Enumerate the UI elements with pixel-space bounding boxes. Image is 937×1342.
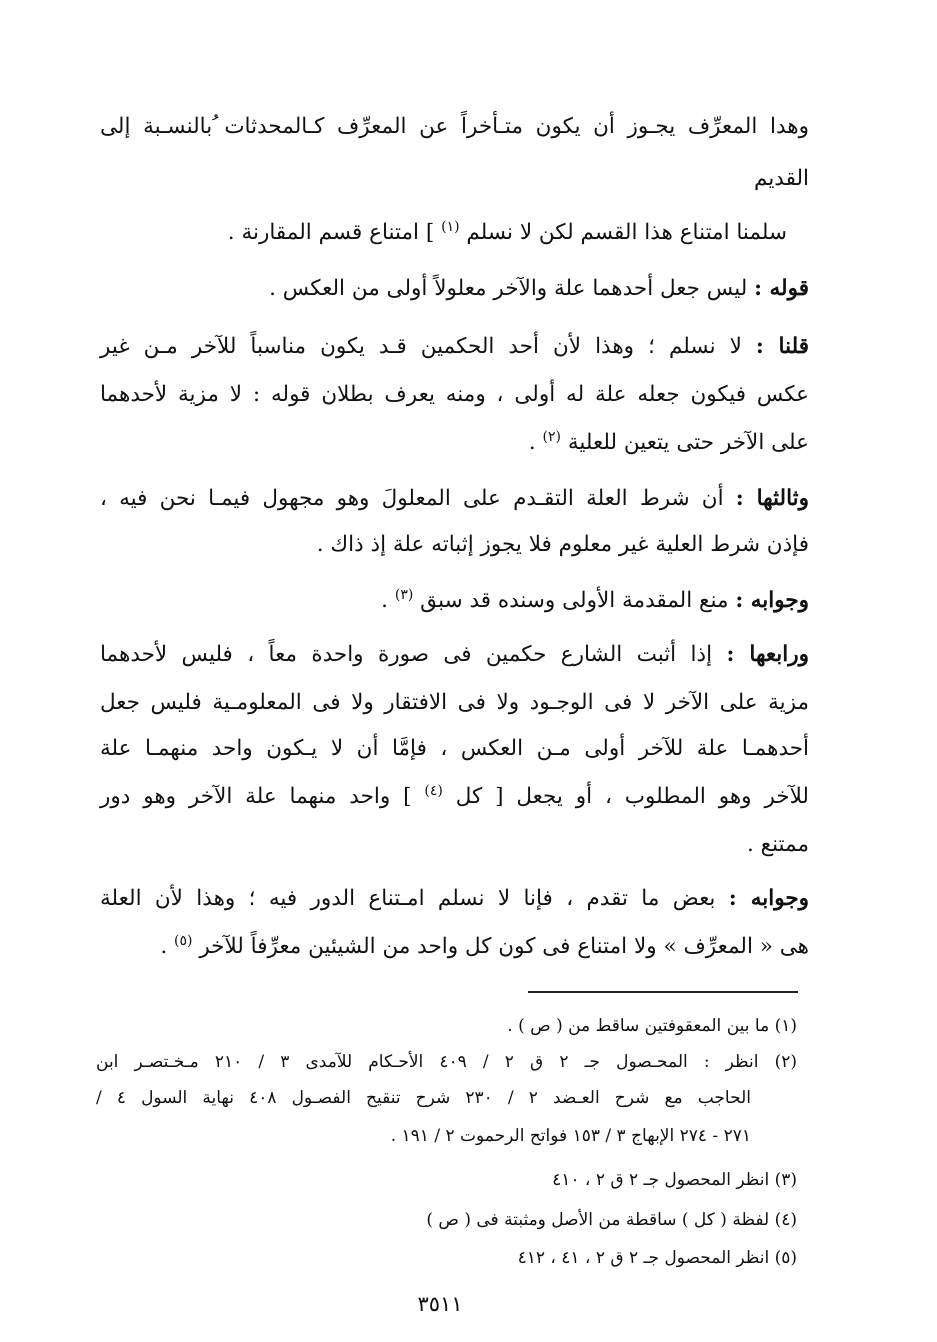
footnote bbox=[96, 1050, 797, 1074]
lead-word: وجوابه : bbox=[735, 588, 809, 613]
body-text: . bbox=[160, 934, 168, 959]
body-text: فإذن شرط العلية غير معلوم فلا يجوز إثباته علة إذ ذاك . bbox=[316, 532, 809, 557]
footnote bbox=[96, 1014, 797, 1038]
body-text: أحدهمـا علة للآخر أولى مـن العكس ، فإمَّا أن لا يـكون واحد منهمـا علة bbox=[100, 736, 809, 761]
body-text: لا نسلم ؛ وهذا لأن أحد الحكمين قـد يكون مناسباً للآخر مـن غير bbox=[100, 334, 742, 359]
body-line bbox=[100, 428, 809, 458]
footnote-text: (٤) لفظة ( كل ) ساقطة من الأصل ومثبتة فى ( ص ) bbox=[426, 1210, 797, 1230]
lead-word: وثالثها : bbox=[735, 486, 809, 511]
footnote-ref: (٥) bbox=[174, 933, 193, 949]
body-line bbox=[100, 164, 809, 194]
body-text: مزية على الآخر لا فى الوجـود ولا فى الافتقار ولا فى المعلومـية فليس جعل bbox=[100, 690, 809, 715]
body-line bbox=[100, 830, 809, 860]
body-line bbox=[100, 380, 809, 410]
body-line bbox=[100, 734, 809, 764]
body-text: أن شرط العلة التقـدم على المعلولَ وهو مجهول فيمـا نحن فيه ، bbox=[100, 486, 724, 511]
body-text: هى « المعرِّف » ولا امتناع فى كون كل واحد من الشيئين معرِّفاً للآخر bbox=[199, 934, 809, 959]
footnote-text: (٢) انظر : المحـصول جـ ٢ ق ٢ / ٤٠٩ الأحـكام للآمدى ٣ / ٢١٠ مـخـتصـر ابن bbox=[96, 1052, 797, 1072]
footnote bbox=[96, 1246, 797, 1270]
body-text: . bbox=[528, 430, 536, 455]
body-line bbox=[100, 112, 809, 142]
body-line bbox=[100, 332, 809, 362]
body-line bbox=[100, 932, 809, 962]
body-text: سلمنا امتناع هذا القسم لكن لا نسلم bbox=[466, 220, 787, 245]
body-text: . bbox=[381, 588, 389, 613]
body-text: ليس جعل أحدهما علة والآخر معلولاً أولى من العكس . bbox=[269, 276, 748, 301]
page-number: ٣٥١١ bbox=[417, 1292, 463, 1316]
body-text: إذا أثبت الشارع حكمين فى صورة واحدة معاً ، فليس لأحدهما bbox=[100, 642, 713, 667]
footnote bbox=[96, 1168, 797, 1192]
footnote-text: ٢٧١ - ٢٧٤ الإبهاج ٣ / ١٥٣ فواتح الرحموت ٢ / ١٩١ . bbox=[390, 1126, 751, 1146]
footnote-text: (٣) انظر المحصول جـ ٢ ق ٢ ، ٤١٠ bbox=[552, 1170, 797, 1190]
body-line bbox=[100, 782, 809, 812]
body-text: على الآخر حتى يتعين للعلية bbox=[567, 430, 809, 455]
body-line bbox=[100, 218, 787, 248]
body-text: القديم bbox=[754, 166, 809, 191]
body-line bbox=[100, 586, 809, 616]
body-line bbox=[100, 484, 809, 514]
lead-word: قوله : bbox=[754, 276, 809, 301]
body-text: وهدا المعرِّف يجـوز أن يكون متـأخراً عن المعرِّف كـالمحدثات ُبالنسـبة إلى bbox=[100, 114, 809, 139]
body-line bbox=[100, 274, 809, 304]
body-text: ] امتناع قسم المقارنة . bbox=[227, 220, 435, 245]
footnote-text: (١) ما بين المعقوفتين ساقط من ( ص ) . bbox=[507, 1016, 797, 1036]
body-text: ممتنع . bbox=[746, 832, 809, 857]
body-text: ] واحد منهما علة الآخر وهو دور bbox=[100, 784, 412, 809]
footnote bbox=[96, 1124, 751, 1148]
footnote bbox=[96, 1208, 797, 1232]
footnote-ref: (٢) bbox=[542, 429, 561, 445]
footnote-separator bbox=[528, 991, 798, 993]
body-line bbox=[100, 688, 809, 718]
footnote-ref: (٤) bbox=[424, 783, 443, 799]
body-line bbox=[100, 530, 809, 560]
body-text: منع المقدمة الأولى وسنده قد سبق bbox=[420, 588, 729, 613]
body-text: بعض ما تقدم ، فإنا لا نسلم امـتناع الدور فيه ؛ وهذا لأن العلة bbox=[100, 886, 716, 911]
footnote-ref: (١) bbox=[441, 219, 460, 235]
footnote-text: الحاجب مع شرح العـضد ٢ / ٢٣٠ شرح تنقيح الفصـول ٤٠٨ نهاية السول ٤ / bbox=[96, 1088, 751, 1108]
footnote-text: (٥) انظر المحصول جـ ٢ ق ٢ ، ٤١ ، ٤١٢ bbox=[517, 1248, 797, 1268]
body-line bbox=[100, 884, 809, 914]
body-text: عكس فيكون جعله علة له أولى ، ومنه يعرف بطلان قوله : لا مزية لأحدهما bbox=[100, 382, 809, 407]
body-text: للآخر وهو المطلوب ، أو يجعل [ كل bbox=[455, 784, 809, 809]
lead-word: ورابعها : bbox=[726, 642, 809, 667]
lead-word: قلنا : bbox=[755, 334, 809, 359]
footnote bbox=[96, 1086, 751, 1110]
lead-word: وجوابه : bbox=[728, 886, 809, 911]
body-line bbox=[100, 640, 809, 670]
footnote-ref: (٣) bbox=[394, 587, 414, 603]
